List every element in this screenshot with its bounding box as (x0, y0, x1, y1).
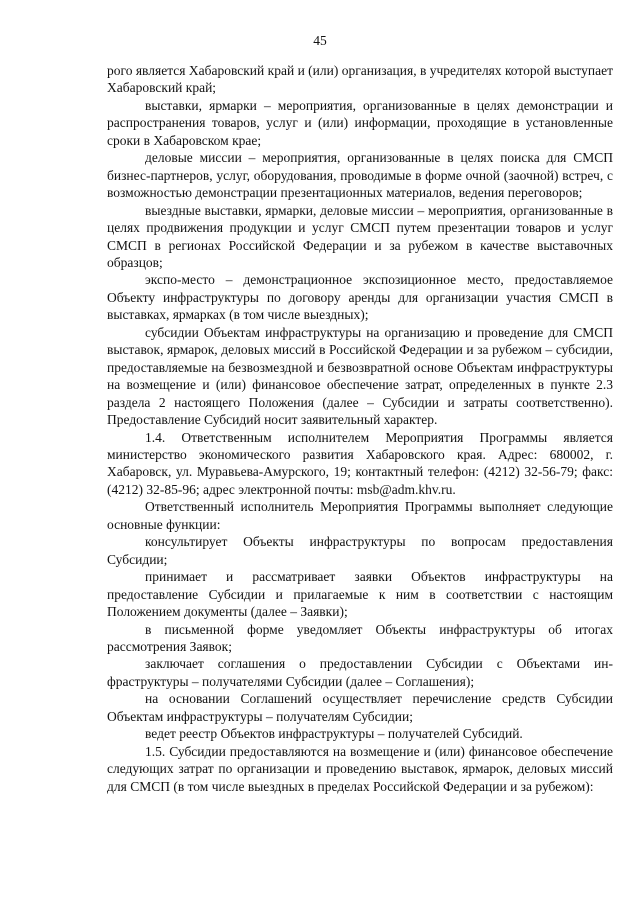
paragraph-definition-outbound-exhibitions: выездные выставки, ярмарки, деловые миссии – мероприятия, организованные в целях продвижения продукции и услуг СМСП путем презентации товаров и услуг СМСП в регионах Российской Федерации и за рубежом в качестве выставочных образцов; (107, 202, 613, 270)
paragraph-definition-exhibitions: выставки, ярмарки – мероприятия, организованные в целях демонстрации и распространения товаров, услуг и (или) информации, проходящие в установленные сроки в Хабаровском крае; (107, 97, 613, 148)
paragraph-function-concludes-agreements: заключает соглашения о предоставлении Субсидии с Объектами инфраструктуры – получателями Субсидии (далее – Соглашения); (107, 656, 613, 689)
paragraph-executor-functions: Ответственный исполнитель Мероприятия Программы выполняет следующие основные функции: (107, 499, 613, 532)
paragraph-function-transfers-funds: на основании Соглашений осуществляет перечисление средств Субсидии Объектам инфраструктуры – получателям Субсидии; (107, 691, 613, 724)
paragraph-clause-1-5: 1.5. Субсидии предоставляются на возмещение и (или) финансовое обеспечение следующих затрат по организации и проведению выставок, ярмарок, деловых миссий для СМСП (в том числе выездных в пределах Российской Федерации и за рубежом): (107, 743, 613, 794)
paragraph-function-consults: консультирует Объекты инфраструктуры по вопросам предоставления Субсидии; (107, 534, 613, 567)
paragraph-continuation: рого является Хабаровский край и (или) организация, в учредителях которой выступает Хабаровский край; (107, 63, 613, 96)
paragraph-function-keeps-register: ведет реестр Объектов инфраструктуры – получателей Субсидий. (145, 726, 523, 742)
paragraph-clause-1-4: 1.4. Ответственным исполнителем Мероприятия Программы является министерство экономического развития Хабаровского края. Адрес: 680002, г. Хабаровск, ул. Муравьева-Амурского, 19; контактный телефон: (4212) 32-56-79; факс: (4212) 32-85-96; адрес электронной почты: msb@adm.khv.ru. (107, 429, 613, 497)
paragraph-definition-business-missions: деловые миссии – мероприятия, организованные в целях поиска для СМСП бизнес-партнеров, услуг, оборудования, проводимые в форме очной (заочной) встреч, с возможностью демонстрации презентационных материалов, ведения переговоров; (107, 150, 613, 201)
paragraph-definition-expo-place: экспо-место – демонстрационное экспозиционное место, предоставляемое Объекту инфраструктуры по договору аренды для организации участия СМСП в выставках, ярмарках (в том числе выездных); (107, 272, 613, 323)
page-number: 45 (313, 33, 327, 48)
paragraph-definition-subsidies: субсидии Объектам инфраструктуры на организацию и проведение для СМСП выставок, ярмарок, деловых миссий в Российской Федерации и за рубежом – субсидии, предоставляемые на безвозмездной и безвозвратной основе Объектам инфраструктуры на возмещение и (или) финансовое обеспечение затрат, определенных в пункте 2.3 раздела 2 настоящего Положения (далее – Субсидии и затраты соответственно). Предоставление Субсидий носит заявительный характер. (107, 324, 613, 428)
paragraph-function-accepts-applications: принимает и рассматривает заявки Объектов инфраструктуры на предоставление Субсидии и прилагаемые к ним в соответствии с настоящим Положением документы (далее – Заявки); (107, 569, 613, 620)
paragraph-function-notifies: в письменной форме уведомляет Объекты инфраструктуры об итогах рассмотрения Заявок; (107, 621, 613, 654)
body-text (107, 62, 613, 795)
